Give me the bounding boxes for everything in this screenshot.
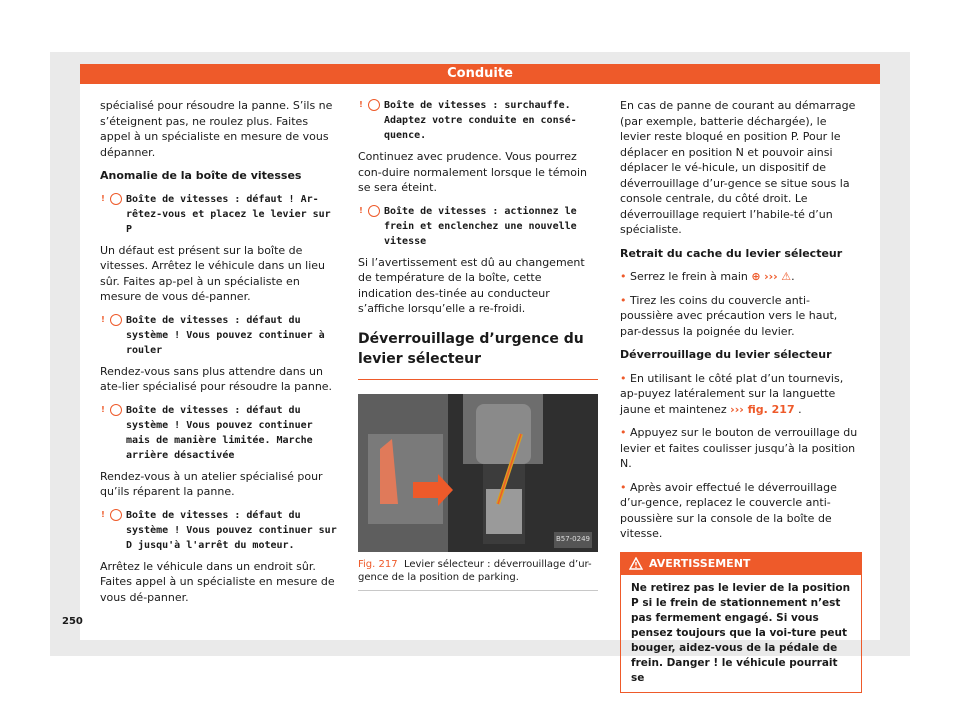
column-3 bbox=[620, 98, 860, 693]
list-item bbox=[620, 293, 860, 340]
warning-text: Boîte de vitesses : actionnez le frein et enclenchez une nouvelle vitesse bbox=[384, 205, 577, 247]
heading: Retrait du cache du levier sélecteur bbox=[620, 246, 843, 260]
bullet: • bbox=[620, 371, 627, 385]
warning-text: Boîte de vitesses : défaut ! Ar-rêtez-vous et placez le levier sur P bbox=[126, 193, 331, 235]
warning-box-body: Ne retirez pas le levier de la position P si le frein de stationnement n’est pas fermement engagé. Si vous pensez toujours que la voi-ture peut bouger, aidez-vous de la pédale de frein. Danger ! le véhicule pourrait se bbox=[631, 581, 851, 684]
bullet: • bbox=[620, 293, 627, 307]
warning-message bbox=[100, 508, 340, 553]
figure-caption bbox=[358, 552, 598, 591]
bullet: • bbox=[620, 480, 627, 494]
warning-triangle-icon bbox=[629, 557, 643, 570]
warning-box-title: AVERTISSEMENT bbox=[649, 556, 751, 570]
chapter-header: Conduite bbox=[80, 64, 880, 84]
list-item-text: Après avoir effectué le déverrouillage d’ur-gence, replacez le couvercle anti-poussière sur la console de la boîte de vitesse. bbox=[620, 480, 837, 540]
handbrake-icon: ⊕ bbox=[751, 270, 761, 283]
bullet: • bbox=[620, 426, 627, 439]
paragraph: En cas de panne de courant au démarrage (par exemple, batterie déchargée), le levier reste bloqué en position P. Pour le déplacer en position N et pouvoir ainsi déplacer le vé-hicule, un dispositif de déverrouillage d’ur-gence se situe sous la console centrale, du côté droit. Le déverrouillage requiert l’habile-té d’un spécialiste. bbox=[620, 99, 856, 236]
list-item bbox=[620, 480, 860, 542]
figure-reference[interactable]: ››› fig. 217 bbox=[730, 402, 795, 416]
warning-circle-icon: ! bbox=[110, 193, 122, 205]
warning-message bbox=[358, 98, 598, 143]
page-number: 250 bbox=[62, 616, 83, 627]
list-item bbox=[620, 425, 860, 472]
warning-text: Boîte de vitesses : défaut du système ! Vous pouvez continuer mais de manière limitée. Marche arrière désactivée bbox=[126, 404, 313, 461]
warning-circle-icon: ! bbox=[110, 404, 122, 416]
figure-code: B57-0249 bbox=[554, 532, 592, 548]
warning-text: Boîte de vitesses : défaut du système ! Vous pouvez continuer sur D jusqu'à l'arrêt du moteur. bbox=[126, 509, 337, 551]
paragraph: Rendez-vous à un atelier spécialisé pour qu’ils réparent la panne. bbox=[100, 469, 323, 498]
warning-message bbox=[100, 403, 340, 463]
paragraph: Continuez avec prudence. Vous pourrez con-duire normalement lorsque le témoin se sera éteint. bbox=[358, 150, 587, 194]
warning-text: Boîte de vitesses : surchauffe. Adaptez votre conduite en consé-quence. bbox=[384, 100, 577, 141]
bullet: • bbox=[620, 270, 627, 283]
column-2 bbox=[358, 98, 598, 591]
warning-message bbox=[100, 313, 340, 358]
warning-box bbox=[620, 552, 862, 693]
list-item: • Serrez le frein à main ⊕ ››› ⚠. bbox=[620, 270, 795, 283]
heading: Anomalie de la boîte de vitesses bbox=[100, 169, 302, 182]
figure-gear-selector bbox=[358, 394, 598, 552]
gear-selector-illustration bbox=[358, 394, 598, 552]
list-item: • En utilisant le côté plat d’un tournevis, ap-puyez latéralement sur la languette jaune et maintenez ››› fig. 217 . bbox=[620, 371, 844, 416]
paragraph: Un défaut est présent sur la boîte de vitesses. Arrêtez le véhicule dans un lieu sûr. Faites ap-pel à un spécialiste en mesure de vous dé-panner. bbox=[100, 243, 326, 303]
warning-message bbox=[358, 204, 598, 249]
paragraph: spécialisé pour résoudre la panne. S’ils ne s’éteignent pas, ne roulez plus. Faites appel à un spécialiste en mesure de vous dépanner. bbox=[100, 99, 333, 159]
paragraph: Arrêtez le véhicule dans un endroit sûr. Faites appel à un spécialiste en mesure de vous dé-panner. bbox=[100, 559, 335, 604]
document-page bbox=[80, 64, 880, 684]
heading: Déverrouillage du levier sélecteur bbox=[620, 348, 832, 361]
section-title: Déverrouillage d’urgence du levier sélecteur bbox=[358, 329, 598, 380]
warning-circle-icon: ! bbox=[110, 314, 122, 326]
paragraph: Rendez-vous sans plus attendre dans un ate-lier spécialisé pour résoudre la panne. bbox=[100, 364, 333, 393]
warning-triangle-icon: ⚠ bbox=[781, 270, 792, 283]
warning-text: Boîte de vitesses : défaut du système ! Vous pouvez continuer à rouler bbox=[126, 314, 325, 356]
column-1 bbox=[100, 98, 340, 613]
warning-message bbox=[100, 192, 340, 237]
figure-caption-text: Levier sélecteur : déverrouillage d’ur-gence de la position de parking. bbox=[358, 558, 592, 583]
warning-circle-icon: ! bbox=[368, 205, 380, 217]
list-item-text: Appuyez sur le bouton de verrouillage du levier et faites coulisser jusqu’à la position N. bbox=[620, 426, 858, 470]
cross-reference[interactable]: ››› bbox=[764, 270, 778, 283]
figure-number: Fig. 217 bbox=[358, 558, 398, 570]
paragraph: Si l’avertissement est dû au changement de température de la boîte, cette indication des-tinée au conducteur s’affiche lorsqu’elle a re-froidi. bbox=[358, 255, 585, 315]
list-item-text: Serrez le frein à main bbox=[630, 270, 748, 283]
warning-circle-icon: ! bbox=[110, 509, 122, 521]
list-item-text: Tirez les coins du couvercle anti-poussière avec précaution vers le haut, par-dessus la poignée du levier. bbox=[620, 293, 838, 338]
warning-circle-icon: ! bbox=[368, 99, 380, 111]
warning-box-header bbox=[621, 553, 861, 575]
list-item-text: En utilisant le côté plat d’un tournevis, ap-puyez latéralement sur la languette jaune et maintenez bbox=[620, 371, 844, 416]
